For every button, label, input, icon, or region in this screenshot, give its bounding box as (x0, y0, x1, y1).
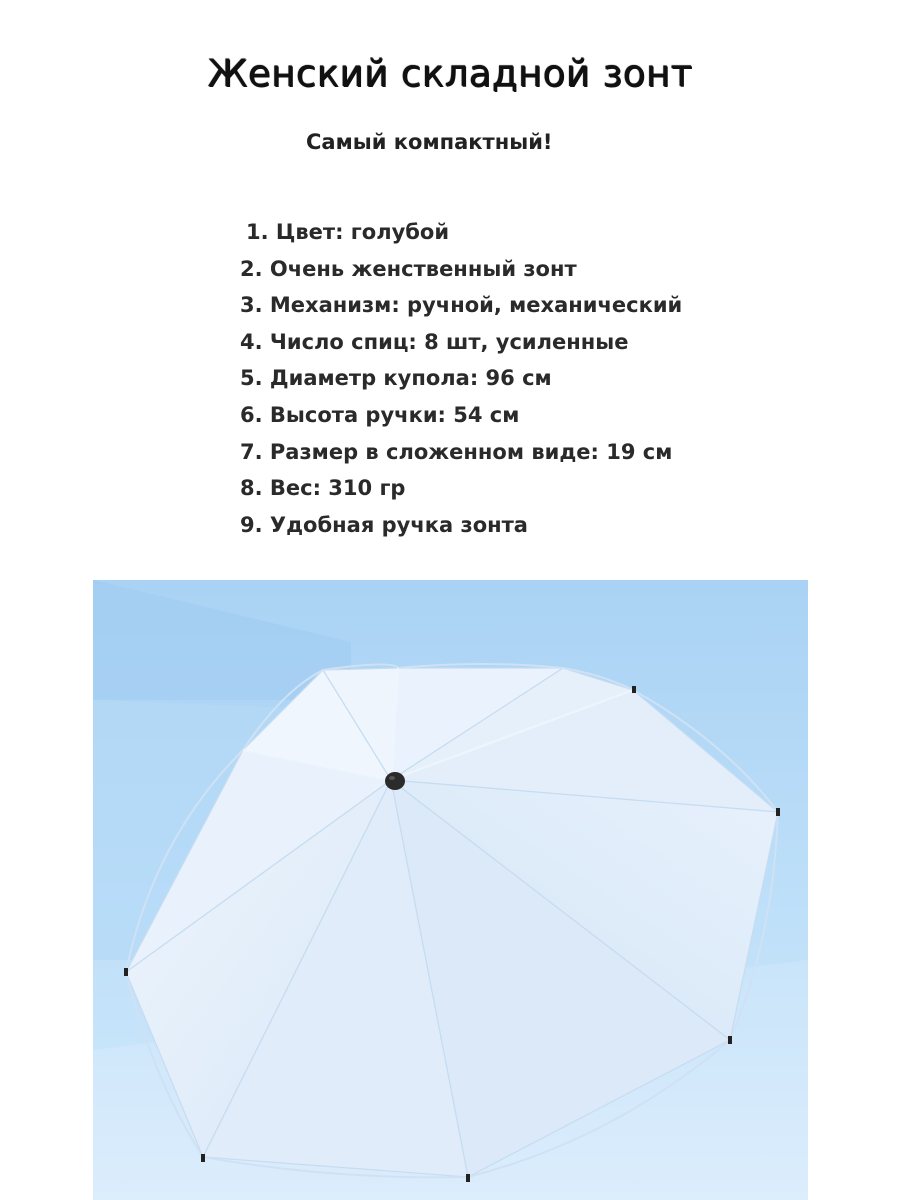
spec-item-color: 1. Цвет: голубой (246, 220, 450, 244)
spec-item-weight: 8. Вес: 310 гр (240, 476, 406, 501)
spec-item-mechanism: 3. Механизм: ручной, механический (240, 293, 683, 318)
spec-item-style: 2. Очень женственный зонт (240, 256, 577, 281)
product-photo (93, 580, 808, 1200)
spec-list (240, 214, 682, 543)
umbrella-icon (93, 580, 808, 1200)
page-title: Женский складной зонт (207, 52, 693, 95)
spec-item-diameter: 5. Диаметр купола: 96 см (240, 366, 552, 391)
spec-item-folded-size: 7. Размер в сложенном виде: 19 см (240, 439, 673, 464)
spec-item-handle-height: 6. Высота ручки: 54 см (240, 402, 520, 427)
spec-item-handle: 9. Удобная ручка зонта (240, 512, 528, 537)
spec-item-ribs: 4. Число спиц: 8 шт, усиленные (240, 329, 629, 354)
subtitle: Самый компактный! (306, 130, 553, 154)
